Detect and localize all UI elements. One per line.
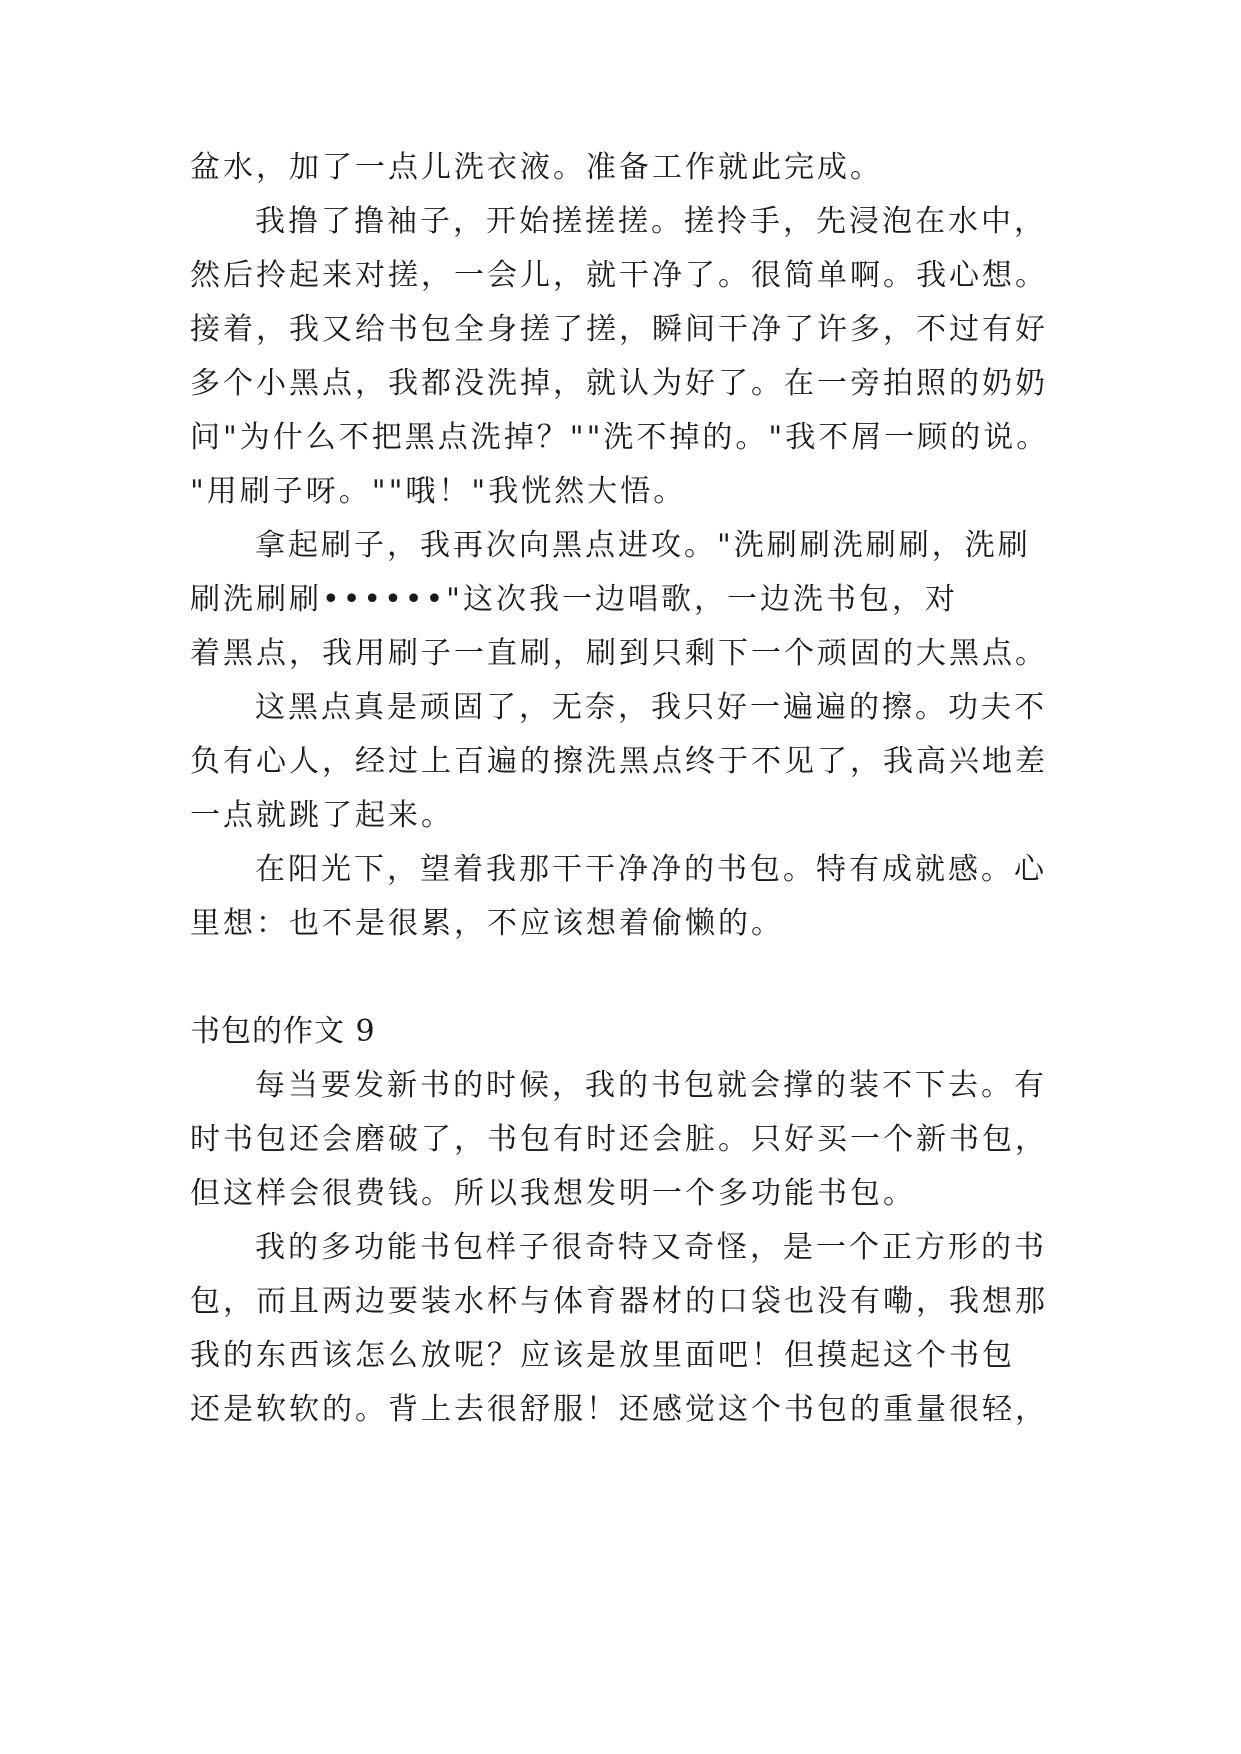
paragraph-line: 拿起刷子，我再次向黑点进攻。"洗刷刷洗刷刷，洗刷: [255, 528, 1031, 563]
paragraph-line: 但这样会很费钱。所以我想发明一个多功能书包。: [190, 1176, 916, 1211]
paragraph-line: 我撸了撸袖子，开始搓搓搓。搓拎手，先浸泡在水中，: [255, 204, 1047, 239]
paragraph-line: 在阳光下，望着我那干干净净的书包。特有成就感。心: [255, 852, 1047, 887]
paragraph-line: 里想：也不是很累，不应该想着偷懒的。: [190, 906, 784, 941]
paragraph-line: 这黑点真是顽固了，无奈，我只好一遍遍的擦。功夫不: [255, 690, 1047, 725]
paragraph-line: 着黑点，我用刷子一直刷，刷到只剩下一个顽固的大黑点。: [190, 636, 1048, 671]
paragraph-line: 接着，我又给书包全身搓了搓，瞬间干净了许多，不过有好: [190, 312, 1048, 347]
section-heading: 书包的作文 9: [190, 1014, 376, 1049]
paragraph-line: 刷洗刷刷••••••"这次我一边唱歌，一边洗书包，对: [190, 582, 958, 617]
paragraph-line: 我的多功能书包样子很奇特又奇怪，是一个正方形的书: [255, 1230, 1047, 1265]
paragraph-line: 问"为什么不把黑点洗掉？""洗不掉的。"我不屑一顾的说。: [190, 420, 1050, 455]
paragraph-line: 然后拎起来对搓，一会儿，就干净了。很简单啊。我心想。: [190, 258, 1048, 293]
paragraph-line: 负有心人，经过上百遍的擦洗黑点终于不见了，我高兴地差: [190, 744, 1048, 779]
paragraph-line: 盆水，加了一点儿洗衣液。准备工作就此完成。: [190, 150, 883, 185]
paragraph-line: 我的东西该怎么放呢？应该是放里面吧！但摸起这个书包: [190, 1338, 1015, 1373]
paragraph-line: 每当要发新书的时候，我的书包就会撑的装不下去。有: [255, 1068, 1047, 1103]
paragraph-line: "用刷子呀。""哦！"我恍然大悟。: [190, 474, 687, 509]
paragraph-line: 还是软软的。背上去很舒服！还感觉这个书包的重量很轻，: [190, 1392, 1048, 1427]
paragraph-line: 包，而且两边要装水杯与体育器材的口袋也没有嘞，我想那: [190, 1284, 1048, 1319]
paragraph-line: 一点就跳了起来。: [190, 798, 454, 833]
paragraph-line: 时书包还会磨破了，书包有时还会脏。只好买一个新书包，: [190, 1122, 1048, 1157]
paragraph-line: 多个小黑点，我都没洗掉，就认为好了。在一旁拍照的奶奶: [190, 366, 1048, 401]
